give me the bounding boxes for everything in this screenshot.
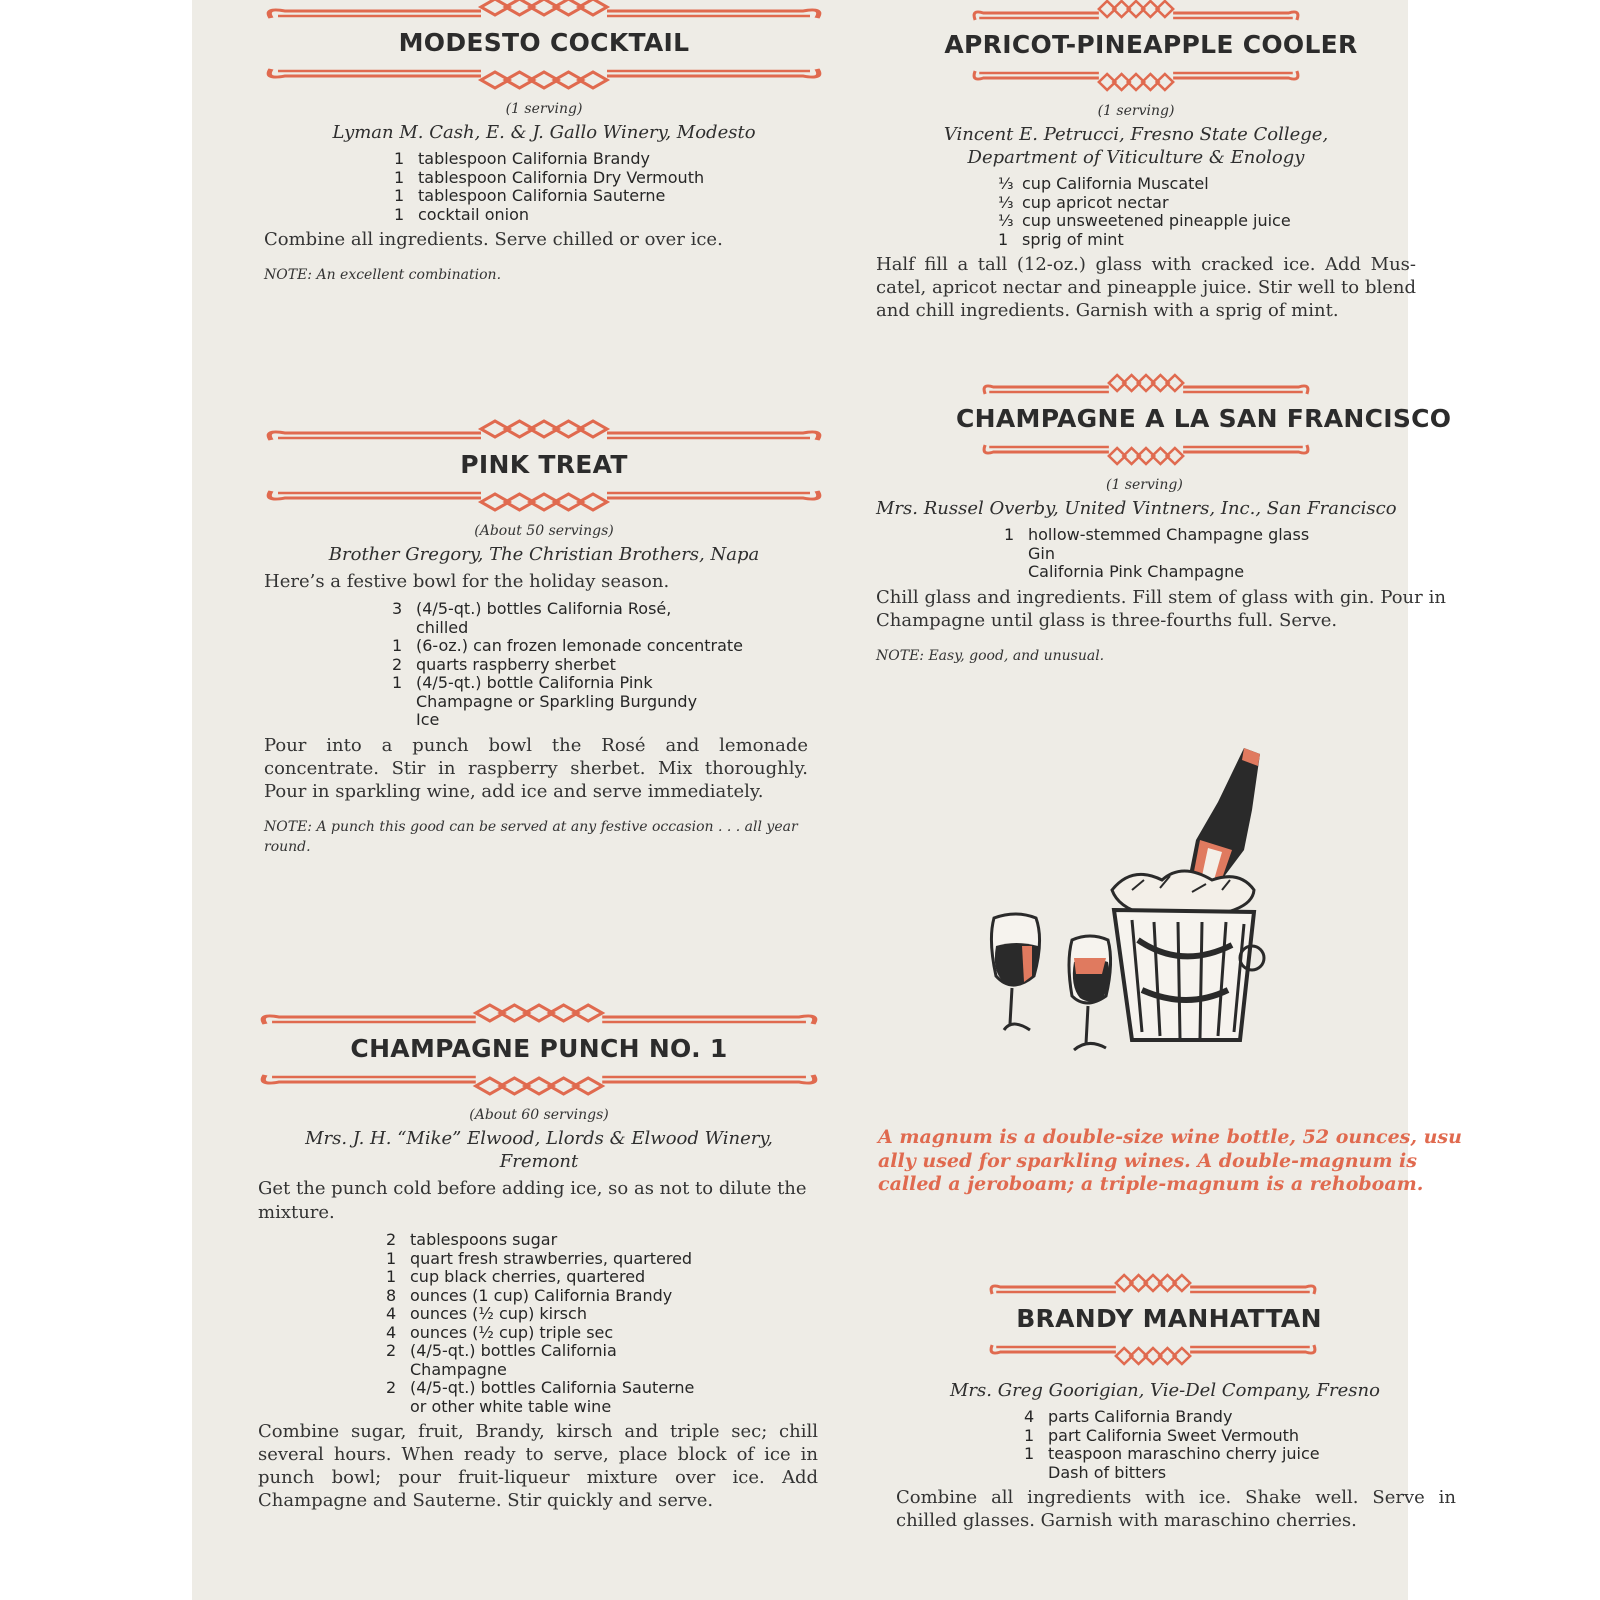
banner-top [264,0,824,20]
ingredient-quantity: ⅓ [998,192,1014,212]
champagne-bucket-illustration [982,740,1282,1060]
ingredient-item [394,150,824,169]
banner-bottom [264,67,824,93]
credit-line: Vincent E. Petrucci, Fresno State College, [943,124,1329,145]
ingredient-text: cup apricot nectar [1022,192,1169,212]
ingredient-quantity: 1 [394,186,405,205]
ingredient-quantity: 1 [392,636,403,655]
ingredient-quantity [1004,545,1028,564]
recipe-directions: Combine sugar, fruit, Brandy, kirsch and triple sec; chill several hours. When ready to serve, place block of ice in punch bowl; pour fruit-liqueur mixture over ice. Add Champagne and Sauterne. Stir quickly and serve. [258,1421,818,1511]
ingredient-item [998,212,1396,231]
ingredient-item [394,187,824,206]
recipe-credit [264,121,824,144]
ingredient-item [998,175,1396,194]
recipe-champagne-san-francisco [876,370,1452,666]
ingredient-quantity: 2 [392,654,403,674]
ingredient-list [998,175,1396,249]
ingredient-list [386,1231,820,1416]
recipe-title: APRICOT-PINEAPPLE COOLER [944,30,1358,59]
recipe-note: NOTE: A punch this good can be served at any festive occasion . . . all year round. [264,818,798,855]
recipe-note: NOTE: Easy, good, and unusual. [876,647,1105,664]
ingredient-quantity [1024,1464,1048,1483]
ingredient-text: ounces (½ cup) kirsch [410,1304,587,1323]
ingredient-quantity [392,619,416,638]
ingredient-item [386,1231,820,1250]
ingredient-item [1024,1445,1514,1464]
ingredient-text: or other white table wine [410,1396,612,1416]
ingredient-item [386,1287,820,1306]
recipe-credit [264,543,824,566]
credit-line: Mrs. J. H. “Mike” Elwood, Llords & Elwood Winery, [305,1128,773,1149]
ingredient-quantity: 4 [1024,1407,1035,1426]
recipe-credit [950,1379,1514,1402]
ingredient-text: tablespoons sugar [410,1230,558,1249]
ingredient-item [392,674,824,693]
credit-line: Lyman M. Cash, E. & J. Gallo Winery, Modesto [332,122,756,143]
ingredient-quantity: 3 [392,599,403,618]
ingredient-text: (6-oz.) can frozen lemonade concentrate [416,636,744,655]
ingredient-item [998,194,1396,213]
caption-line: ally used for sparkling wines. A double-magnum is [878,1149,1417,1172]
banner-top [981,370,1311,396]
ingredient-list [392,600,824,730]
ingredient-item [386,1398,820,1417]
recipe-title: CHAMPAGNE A LA SAN FRANCISCO [956,404,1452,433]
credit-line: Mrs. Russel Overby, United Vintners, Inc., San Francisco [876,498,1397,519]
ingredient-item [386,1379,820,1398]
ingredient-text: Dash of bitters [1048,1462,1167,1482]
ingredient-item [386,1324,820,1343]
ornament-divider [988,1270,1318,1296]
ingredient-text: (4/5-qt.) bottles California Sauterne [410,1378,695,1397]
ingredient-item [1024,1408,1514,1427]
ingredient-quantity: ⅓ [998,211,1014,230]
ingredient-list [1004,526,1436,582]
banner-bottom [988,1343,1318,1369]
ingredient-item [386,1305,820,1324]
ingredient-quantity: 4 [386,1304,397,1323]
ingredient-list [1024,1408,1514,1482]
credit-line: Department of Viticulture & Enology [967,147,1305,168]
recipe-credit [258,1127,820,1173]
ingredient-quantity: 1 [1024,1425,1035,1445]
ingredient-text: tablespoon California Brandy [418,149,651,168]
banner-bottom [258,1073,820,1099]
ornament-divider [258,1073,820,1099]
ingredient-quantity: 1 [394,167,405,187]
ingredient-text: ounces (½ cup) triple sec [410,1322,614,1342]
ingredient-item [392,693,824,712]
recipe-intro: Here’s a festive bowl for the holiday season. [264,571,670,592]
ornament-divider [264,416,824,442]
caption-line: called a jeroboam; a triple-magnum is a rehoboam. [878,1173,1424,1195]
ornament-divider [988,1343,1318,1369]
cookbook-page [192,0,1462,1600]
ingredient-quantity [392,711,416,730]
ingredient-item [392,619,824,638]
recipe-directions: Combine all ingredients with ice. Shake well. Serve in chilled glasses. Garnish with maraschino cherries. [896,1487,1456,1531]
banner-bottom [264,489,824,515]
ingredient-quantity: 1 [394,149,405,168]
ornament-divider [264,0,824,20]
recipe-directions: Half fill a tall (12-oz.) glass with cracked ice. Add Muscatel, apricot nectar and pineapple juice. Stir well to blend and chill ingredients. Garnish with a sprig of mint. [876,254,1416,321]
ingredient-item [392,637,824,656]
recipe-title: MODESTO COCKTAIL [398,28,690,57]
recipe-directions: Chill glass and ingredients. Fill stem of glass with gin. Pour in Champagne until glass is three-fourths full. Serve. [876,586,1446,631]
ingredient-text: cup black cherries, quartered [410,1267,646,1286]
recipe-servings: (1 serving) [1106,477,1183,493]
ingredient-text: quarts raspberry sherbet [416,654,616,674]
recipe-title: BRANDY MANHATTAN [1016,1304,1322,1333]
banner-bottom [971,69,1301,95]
ingredient-item [1004,545,1436,564]
ingredient-text: parts California Brandy [1048,1407,1233,1426]
recipe-brandy-manhattan [896,1270,1514,1532]
ingredient-item [998,231,1396,250]
ingredient-text: teaspoon maraschino cherry juice [1048,1444,1320,1463]
ornament-divider [971,0,1301,22]
ingredient-text: cocktail onion [418,204,530,224]
ingredient-item [394,169,824,188]
ingredient-text: hollow-stemmed Champagne glass [1028,525,1310,544]
ingredient-quantity: 1 [392,673,403,692]
ingredient-text: sprig of mint [1022,229,1124,249]
ingredient-text: quart fresh strawberries, quartered [410,1248,693,1268]
banner-top [971,0,1301,22]
ingredient-text: (4/5-qt.) bottles California Rosé, [416,599,672,618]
ingredient-text: tablespoon California Dry Vermouth [418,167,705,187]
ingredient-list [394,150,824,224]
ingredient-quantity: 1 [386,1248,397,1268]
recipe-modesto-cocktail [264,0,824,285]
ingredient-text: cup California Muscatel [1022,174,1209,193]
recipe-credit [876,497,1436,520]
ornament-divider [258,1000,820,1026]
ingredient-text: part California Sweet Vermouth [1048,1425,1300,1445]
ingredient-item [1004,563,1436,582]
ingredient-quantity: 4 [386,1322,397,1342]
recipe-apricot-pineapple-cooler [876,0,1416,322]
ingredient-text: chilled [416,617,469,637]
ingredient-quantity [1004,563,1028,582]
recipe-credit [876,123,1396,169]
recipe-servings: (1 serving) [1097,103,1175,119]
credit-line: Mrs. Greg Goorigian, Vie-Del Company, Fresno [950,1380,1380,1401]
ingredient-text: Champagne [410,1359,507,1379]
recipe-pink-treat [264,416,824,857]
ingredient-text: ounces (1 cup) California Brandy [410,1285,673,1305]
magnum-caption [878,1126,1462,1197]
recipe-servings: (About 50 servings) [474,523,614,539]
ingredient-quantity: 2 [386,1378,397,1397]
ingredient-item [1024,1464,1514,1483]
banner-bottom [981,443,1311,469]
ingredient-item [392,656,824,675]
ingredient-item [392,600,824,619]
ingredient-quantity: ⅓ [998,174,1014,193]
credit-line: Fremont [499,1151,579,1172]
champagne-bucket-icon [982,740,1282,1060]
ingredient-item [1024,1427,1514,1446]
recipe-directions: Pour into a punch bowl the Rosé and lemonade concentrate. Stir in raspberry sherbet. Mix thoroughly. Pour in sparkling wine, add ice and serve immediately. [264,734,808,802]
ingredient-text: cup unsweetened pineapple juice [1022,211,1291,230]
ingredient-text: tablespoon California Sauterne [418,186,666,205]
ingredient-item [386,1268,820,1287]
ornament-divider [264,67,824,93]
banner-top [988,1270,1318,1296]
credit-line: Brother Gregory, The Christian Brothers, Napa [328,544,760,565]
ingredient-item [386,1361,820,1380]
recipe-directions: Combine all ingredients. Serve chilled or over ice. [264,229,723,250]
ingredient-text: Champagne or Sparkling Burgundy [416,691,698,711]
recipe-servings: (1 serving) [505,101,583,117]
recipe-intro: Get the punch cold before adding ice, so as not to dilute the mixture. [258,1178,807,1223]
ingredient-quantity: 1 [386,1267,397,1286]
ingredient-quantity [386,1361,410,1380]
recipe-champagne-punch [258,1000,820,1512]
ingredient-quantity: 1 [1004,525,1015,544]
ingredient-quantity: 1 [394,204,405,224]
ingredient-quantity: 8 [386,1285,397,1305]
ingredient-text: (4/5-qt.) bottle California Pink [416,673,653,692]
ingredient-quantity [392,693,416,712]
recipe-servings: (About 60 servings) [469,1107,609,1123]
ingredient-item [1004,526,1436,545]
banner-top [264,416,824,442]
ingredient-item [394,206,824,225]
recipe-note: NOTE: An excellent combination. [264,267,502,283]
recipe-title: PINK TREAT [460,450,628,479]
ingredient-item [386,1250,820,1269]
ingredient-quantity: 1 [998,229,1009,249]
ingredient-text: Gin [1028,543,1055,563]
ingredient-text: California Pink Champagne [1028,562,1245,581]
ingredient-text: (4/5-qt.) bottles California [410,1341,617,1360]
ingredient-quantity: 1 [1024,1444,1035,1463]
ornament-divider [981,443,1311,469]
ornament-divider [264,489,824,515]
caption-line: A magnum is a double-size wine bottle, 52 ounces, usu [878,1126,1462,1148]
ornament-divider [981,370,1311,396]
banner-top [258,1000,820,1026]
ingredient-item [386,1342,820,1361]
ornament-divider [971,69,1301,95]
ingredient-quantity: 2 [386,1230,397,1249]
ingredient-text: Ice [416,710,440,729]
recipe-title: CHAMPAGNE PUNCH NO. 1 [350,1034,728,1063]
ingredient-quantity [386,1398,410,1417]
ingredient-quantity: 2 [386,1341,397,1360]
ingredient-item [392,711,824,730]
